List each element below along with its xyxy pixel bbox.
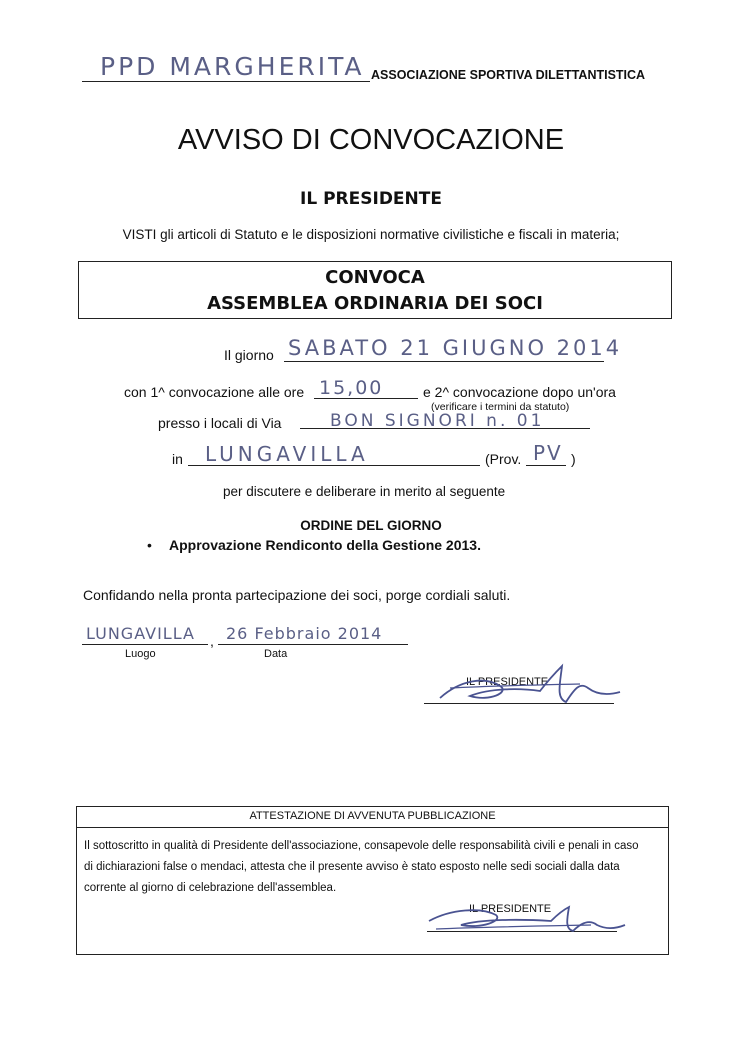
signature-label: IL PRESIDENTE bbox=[466, 676, 549, 688]
via-line bbox=[300, 428, 590, 429]
via-value: BON SIGNORI n. 01 bbox=[330, 411, 545, 431]
data-label: Data bbox=[264, 648, 288, 660]
president-signature bbox=[430, 658, 630, 713]
giorno-line bbox=[284, 361, 604, 362]
attestation-title-rule bbox=[77, 827, 668, 828]
club-name-handwritten: PPD MARGHERITA bbox=[100, 52, 365, 81]
attestation-line-3: corrente al giorno di celebrazione dell'assemblea. bbox=[84, 882, 337, 894]
luogo-label: Luogo bbox=[125, 648, 156, 660]
discutere-text: per discutere e deliberare in merito al seguente bbox=[223, 484, 506, 499]
place-date-comma: , bbox=[210, 633, 214, 649]
conv1-value: 15,00 bbox=[319, 377, 384, 399]
in-value: LUNGAVILLA bbox=[205, 442, 369, 466]
prov-label: (Prov. bbox=[485, 451, 522, 467]
in-line bbox=[188, 465, 480, 466]
prov-line bbox=[526, 465, 566, 466]
data-line bbox=[218, 644, 408, 645]
conv2-label: e 2^ convocazione dopo un'ora bbox=[423, 384, 616, 400]
org-type: ASSOCIAZIONE SPORTIVA DILETTANTISTICA bbox=[371, 68, 646, 82]
club-name-line bbox=[82, 81, 370, 82]
giorno-value: SABATO 21 GIUGNO 2014 bbox=[288, 336, 623, 360]
in-label: in bbox=[172, 451, 183, 467]
conv1-label: con 1^ convocazione alle ore bbox=[124, 384, 305, 400]
convoca-heading: CONVOCA bbox=[325, 267, 425, 288]
agenda-bullet: • bbox=[147, 537, 152, 553]
prov-value: PV bbox=[533, 441, 563, 465]
giorno-label: Il giorno bbox=[224, 347, 274, 363]
luogo-line bbox=[82, 644, 208, 645]
assemblea-heading: ASSEMBLEA ORDINARIA DEI SOCI bbox=[207, 293, 543, 314]
prov-close: ) bbox=[571, 451, 576, 467]
attestation-box bbox=[76, 806, 669, 955]
attestation-signature bbox=[421, 899, 631, 939]
closing-text: Confidando nella pronta partecipazione dei soci, porge cordiali saluti. bbox=[83, 587, 511, 603]
agenda-heading: ORDINE DEL GIORNO bbox=[300, 518, 442, 533]
via-label: presso i locali di Via bbox=[158, 415, 282, 431]
luogo-value: LUNGAVILLA bbox=[86, 624, 195, 643]
agenda-item: Approvazione Rendiconto della Gestione 2013. bbox=[169, 537, 481, 553]
attestation-signature-label: IL PRESIDENTE bbox=[469, 903, 552, 915]
conv1-line bbox=[314, 398, 418, 399]
attestation-line-1: Il sottoscritto in qualità di Presidente dell'associazione, consapevole delle responsabilità civili e penali in caso bbox=[84, 840, 639, 852]
visti-text: VISTI gli articoli di Statuto e le disposizioni normative civilistiche e fiscali in materia; bbox=[122, 227, 620, 242]
convoca-box bbox=[78, 261, 672, 319]
president-heading: IL PRESIDENTE bbox=[300, 189, 442, 209]
attestation-title: ATTESTAZIONE DI AVVENUTA PUBBLICAZIONE bbox=[249, 810, 496, 822]
data-value: 26 Febbraio 2014 bbox=[226, 624, 383, 643]
conv2-note: (verificare i termini da statuto) bbox=[431, 401, 570, 413]
attestation-line-2: di dichiarazioni false o mendaci, attesta che il presente avviso è stato esposto nelle sedi sociali dalla data bbox=[84, 861, 620, 873]
document-title: AVVISO DI CONVOCAZIONE bbox=[177, 124, 565, 156]
